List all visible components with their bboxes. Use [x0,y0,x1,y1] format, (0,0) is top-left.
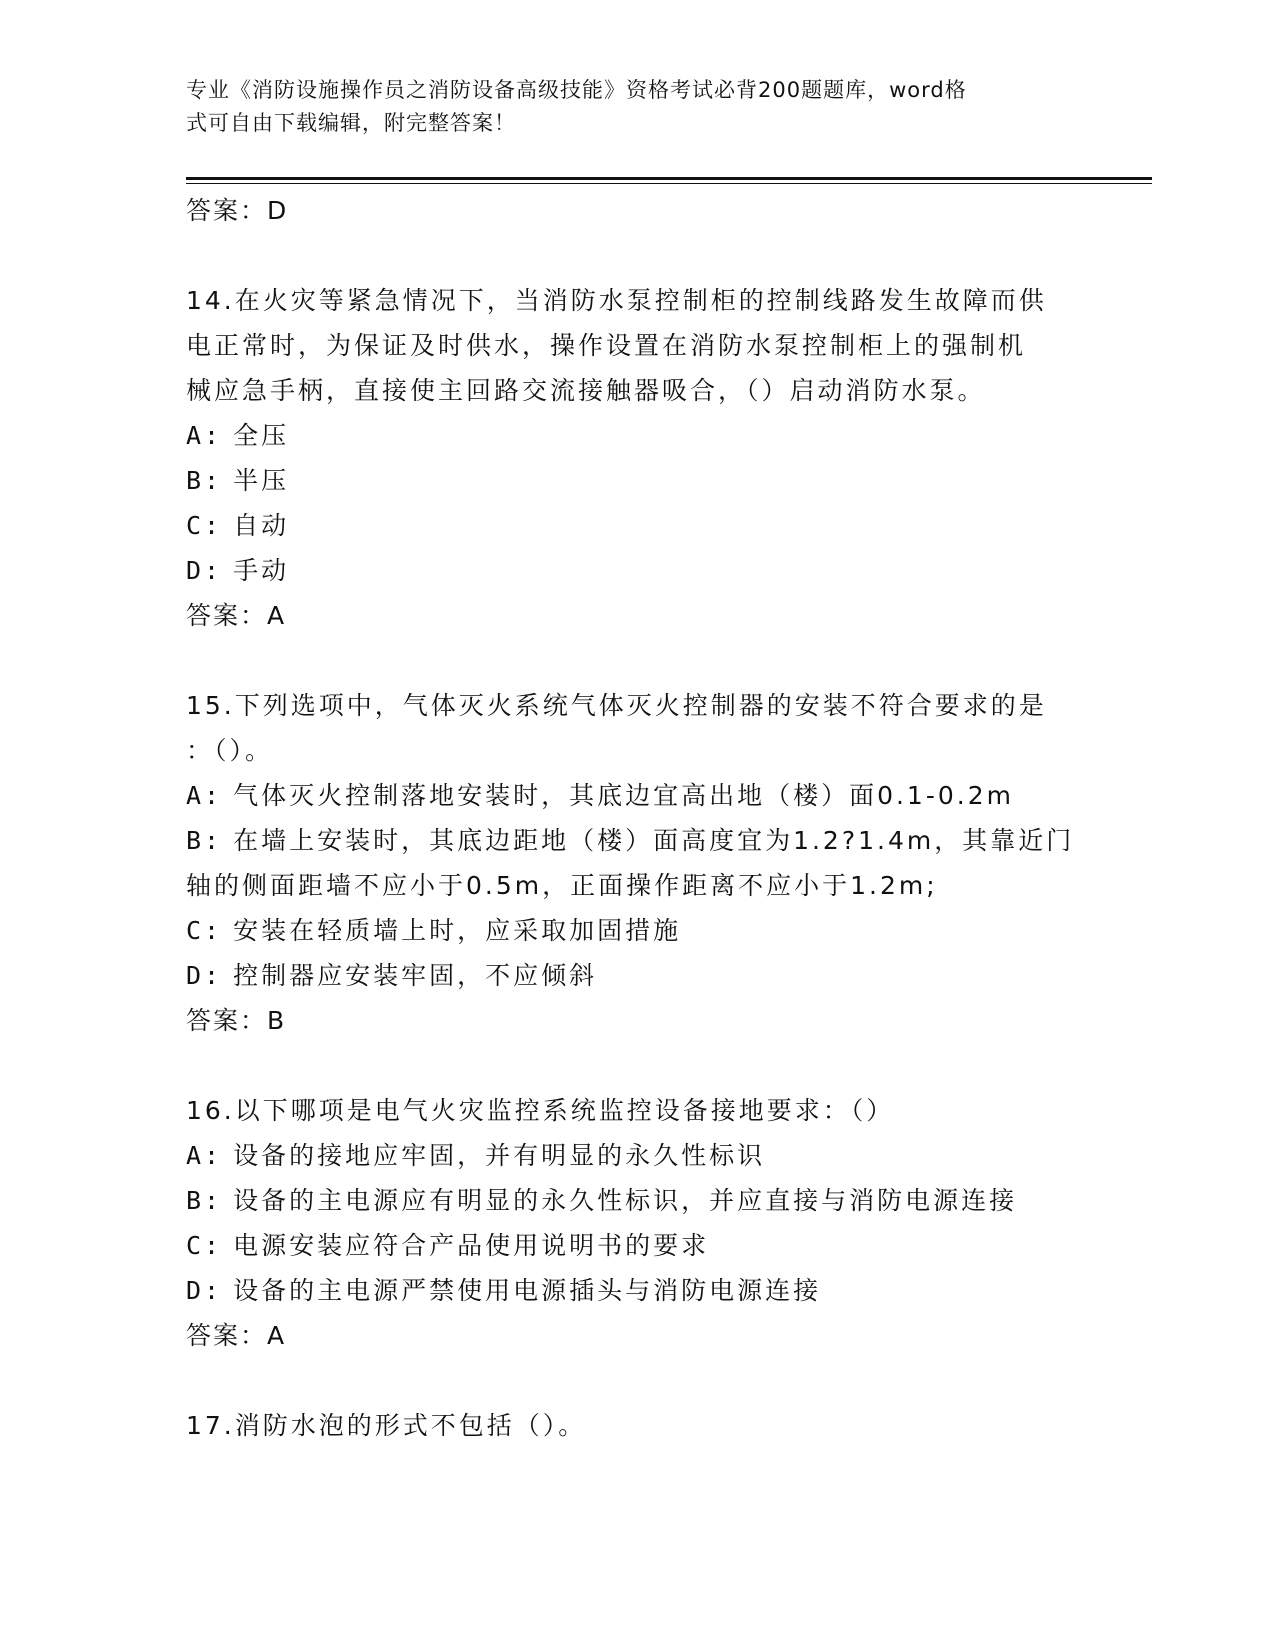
option-d [186,953,1086,998]
question-16 [186,1088,1086,1358]
option-text: 设备的主电源严禁使用电源插头与消防电源连接 [233,1276,822,1305]
option-text: 气体灭火控制落地安装时，其底边宜高出地（楼）面0.1-0.2m [233,781,1014,810]
page-header [186,74,1086,140]
question-content [186,188,1086,1448]
option-letter: C: [186,916,223,945]
option-a [186,413,1086,458]
question-stem-line: 电正常时，为保证及时供水，操作设置在消防水泵控制柜上的强制机 [186,331,1027,360]
question-15 [186,683,1086,1043]
question-stem-line: 16.以下哪项是电气火灾监控系统监控设备接地要求：（） [186,1096,895,1125]
question-stem-line: 17.消防水泡的形式不包括（）。 [186,1411,587,1440]
option-letter: B: [186,826,223,855]
answer-line: 答案：A [186,601,287,630]
option-letter: A: [186,421,223,450]
option-text: 轴的侧面距墙不应小于0.5m，正面操作距离不应小于1.2m; [186,871,938,900]
option-b-continued [186,863,1086,908]
option-text: 控制器应安装牢固，不应倾斜 [233,961,598,990]
question-stem-line: 15.下列选项中，气体灭火系统气体灭火控制器的安装不符合要求的是 [186,691,1047,720]
option-letter: B: [186,466,223,495]
option-text: 全压 [233,421,290,450]
option-a [186,773,1086,818]
option-text: 手动 [233,556,290,585]
option-text: 电源安装应符合产品使用说明书的要求 [233,1231,710,1260]
option-d [186,1268,1086,1313]
question-stem-line: 14.在火灾等紧急情况下，当消防水泵控制柜的控制线路发生故障而供 [186,286,1047,315]
question-14 [186,278,1086,638]
option-letter: C: [186,511,223,540]
header-line-2: 式可自由下载编辑，附完整答案！ [186,111,516,135]
option-c [186,908,1086,953]
previous-answer: 答案：D [186,196,289,225]
option-letter: D: [186,961,223,990]
question-stem-line: ：（）。 [186,736,274,765]
option-text: 半压 [233,466,290,495]
option-letter: D: [186,556,223,585]
answer-line: 答案：B [186,1006,287,1035]
option-b [186,1178,1086,1223]
question-17 [186,1403,1086,1448]
option-b [186,818,1086,863]
question-stem-line: 械应急手柄，直接使主回路交流接触器吸合，（）启动消防水泵。 [186,376,986,405]
header-divider-thin [186,183,1152,184]
option-text: 在墙上安装时，其底边距地（楼）面高度宜为1.2?1.4m，其靠近门 [233,826,1075,855]
option-letter: A: [186,781,223,810]
option-text: 设备的主电源应有明显的永久性标识，并应直接与消防电源连接 [233,1186,1018,1215]
option-b [186,458,1086,503]
option-text: 自动 [233,511,290,540]
option-text: 安装在轻质墙上时，应采取加固措施 [233,916,682,945]
answer-line: 答案：A [186,1321,287,1350]
option-text: 设备的接地应牢固，并有明显的永久性标识 [233,1141,766,1170]
option-d [186,548,1086,593]
option-letter: C: [186,1231,223,1260]
header-line-1: 专业《消防设施操作员之消防设备高级技能》资格考试必背200题题库，word格 [186,78,967,102]
option-a [186,1133,1086,1178]
header-divider-thick [186,177,1152,180]
option-letter: D: [186,1276,223,1305]
option-letter: A: [186,1141,223,1170]
option-letter: B: [186,1186,223,1215]
option-c [186,1223,1086,1268]
option-c [186,503,1086,548]
